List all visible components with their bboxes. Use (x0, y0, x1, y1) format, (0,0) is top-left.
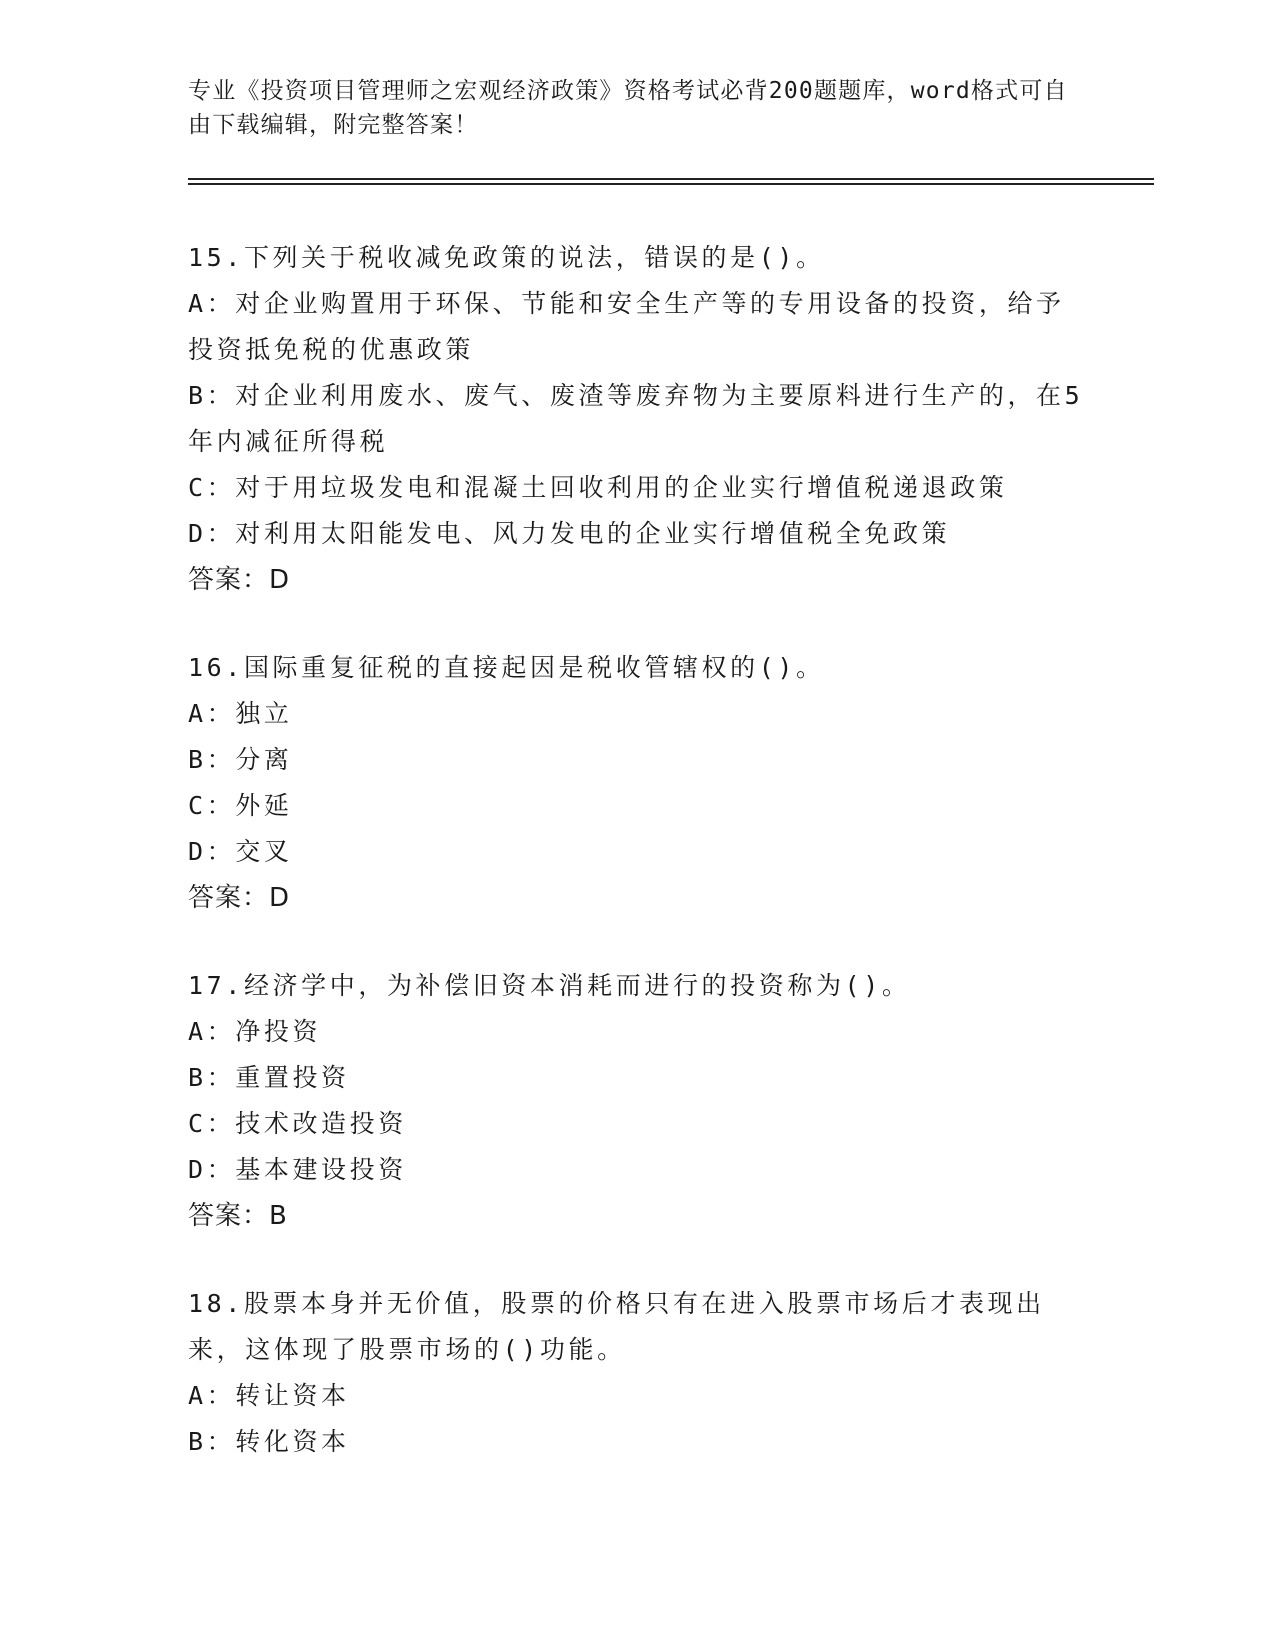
option-c: C：技术改造投资 (188, 1109, 407, 1138)
question-16 (188, 645, 1088, 921)
answer-line: 答案：D (188, 883, 291, 913)
answer-line: 答案：D (188, 565, 291, 595)
option-d: D：对利用太阳能发电、风力发电的企业实行增值税全免政策 (188, 519, 951, 548)
question-stem: 16.国际重复征税的直接起因是税收管辖权的()。 (188, 653, 825, 682)
option-a: A：转让资本 (188, 1381, 350, 1410)
question-15 (188, 235, 1088, 603)
option-b: B：重置投资 (188, 1063, 350, 1092)
option-a: A：净投资 (188, 1017, 322, 1046)
option-a: A：独立 (188, 699, 293, 728)
header-rule-bottom (188, 183, 1154, 185)
option-c: C：对于用垃圾发电和混凝土回收利用的企业实行增值税递退政策 (188, 473, 1008, 502)
option-c: C：外延 (188, 791, 293, 820)
option-b: B：转化资本 (188, 1427, 350, 1456)
question-17 (188, 963, 1088, 1239)
document-header: 专业《投资项目管理师之宏观经济政策》资格考试必背200题题库，word格式可自由下载编辑，附完整答案！ (188, 78, 1068, 138)
option-a: A：对企业购置用于环保、节能和安全生产等的专用设备的投资，给予投资抵免税的优惠政策 (188, 289, 1065, 364)
header-rule-top (188, 178, 1154, 180)
question-stem: 17.经济学中，为补偿旧资本消耗而进行的投资称为()。 (188, 971, 911, 1000)
question-18 (188, 1281, 1088, 1465)
question-list (188, 235, 1088, 1507)
option-b: B：对企业利用废水、废气、废渣等废弃物为主要原料进行生产的，在5年内减征所得税 (188, 381, 1084, 456)
answer-line: 答案：B (188, 1201, 288, 1231)
option-b: B：分离 (188, 745, 293, 774)
option-d: D：交叉 (188, 837, 293, 866)
option-d: D：基本建设投资 (188, 1155, 407, 1184)
question-stem: 15.下列关于税收减免政策的说法，错误的是()。 (188, 243, 825, 272)
question-stem: 18.股票本身并无价值，股票的价格只有在进入股票市场后才表现出来，这体现了股票市场的()功能。 (188, 1289, 1045, 1364)
